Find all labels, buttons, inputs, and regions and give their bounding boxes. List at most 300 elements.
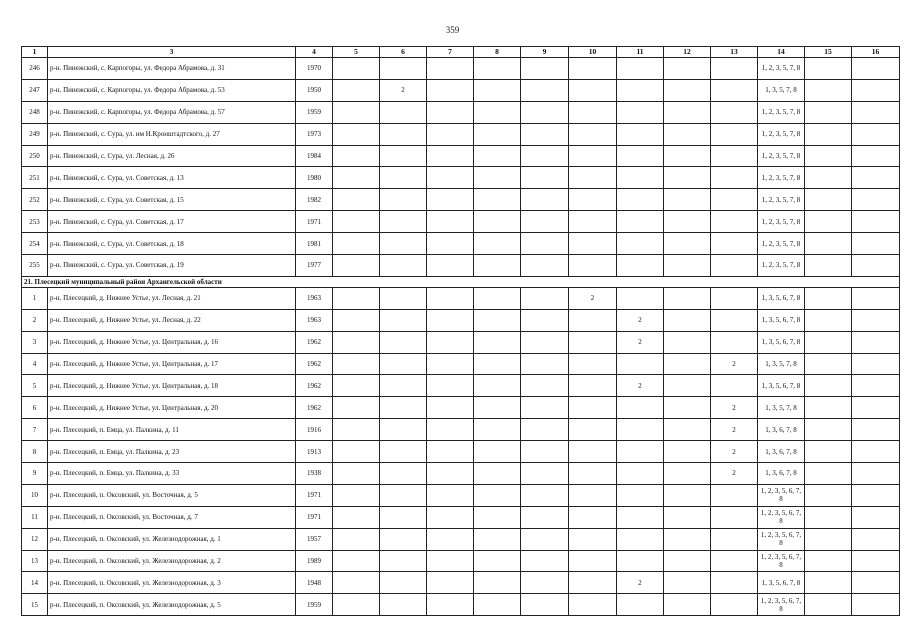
table-row <box>22 211 900 233</box>
value-cell-c7 <box>427 123 474 145</box>
value-cell-c7 <box>427 528 474 550</box>
column-header: 16 <box>852 47 900 58</box>
value-cell-c13 <box>711 145 758 167</box>
value-cell-c10 <box>569 441 617 463</box>
value-cell-c10 <box>569 419 617 441</box>
value-cell-c14: 1, 2, 3, 5, 7, 8 <box>758 58 805 80</box>
value-cell-c13 <box>711 594 758 616</box>
value-cell-c5 <box>333 375 380 397</box>
value-cell-c8 <box>474 331 521 353</box>
value-cell-c10 <box>569 123 617 145</box>
table-row <box>22 287 900 309</box>
value-cell-c16 <box>852 287 900 309</box>
value-cell-c16 <box>852 506 900 528</box>
value-cell-c13 <box>711 572 758 594</box>
address-cell: р-н. Плесецкий, п. Оксовский, ул. Восточная, д. 5 <box>48 484 296 506</box>
value-cell-c8 <box>474 419 521 441</box>
value-cell-c12 <box>664 441 711 463</box>
value-cell-c9 <box>521 167 569 189</box>
value-cell-c9 <box>521 572 569 594</box>
value-cell-c7 <box>427 441 474 463</box>
value-cell-c5 <box>333 506 380 528</box>
table-row <box>22 397 900 419</box>
column-header: 13 <box>711 47 758 58</box>
year-cell: 1913 <box>296 441 333 463</box>
value-cell-c14: 1, 3, 5, 6, 7, 8 <box>758 375 805 397</box>
value-cell-c13 <box>711 375 758 397</box>
value-cell-c15 <box>805 463 852 485</box>
row-number-cell: 3 <box>22 331 48 353</box>
value-cell-c6 <box>380 287 427 309</box>
value-cell-c16 <box>852 101 900 123</box>
value-cell-c16 <box>852 375 900 397</box>
value-cell-c11 <box>617 145 664 167</box>
value-cell-c13 <box>711 167 758 189</box>
value-cell-c13 <box>711 528 758 550</box>
value-cell-c13 <box>711 255 758 277</box>
row-number-cell: 9 <box>22 463 48 485</box>
value-cell-c5 <box>333 167 380 189</box>
table-header-row <box>22 47 900 58</box>
value-cell-c9 <box>521 189 569 211</box>
row-number-cell: 5 <box>22 375 48 397</box>
value-cell-c6 <box>380 572 427 594</box>
value-cell-c7 <box>427 101 474 123</box>
value-cell-c10 <box>569 572 617 594</box>
table-row <box>22 572 900 594</box>
value-cell-c9 <box>521 331 569 353</box>
value-cell-c8 <box>474 101 521 123</box>
address-cell: р-н. Пинежский, с. Сура, ул. Лесная, д. 26 <box>48 145 296 167</box>
value-cell-c6 <box>380 189 427 211</box>
value-cell-c15 <box>805 484 852 506</box>
value-cell-c5 <box>333 353 380 375</box>
row-number-cell: 247 <box>22 79 48 101</box>
value-cell-c13 <box>711 233 758 255</box>
column-header: 9 <box>521 47 569 58</box>
year-cell: 1963 <box>296 309 333 331</box>
value-cell-c10 <box>569 528 617 550</box>
value-cell-c14: 1, 3, 5, 7, 8 <box>758 79 805 101</box>
value-cell-c14: 1, 2, 3, 5, 7, 8 <box>758 189 805 211</box>
row-number-cell: 2 <box>22 309 48 331</box>
value-cell-c11 <box>617 211 664 233</box>
value-cell-c9 <box>521 594 569 616</box>
value-cell-c9 <box>521 528 569 550</box>
address-cell: р-н. Пинежский, с. Сура, ул. Советская, д. 19 <box>48 255 296 277</box>
table-row <box>22 594 900 616</box>
value-cell-c6 <box>380 123 427 145</box>
value-cell-c10 <box>569 594 617 616</box>
value-cell-c14: 1, 2, 3, 5, 6, 7, 8 <box>758 506 805 528</box>
value-cell-c9 <box>521 550 569 572</box>
value-cell-c10 <box>569 101 617 123</box>
value-cell-c16 <box>852 397 900 419</box>
value-cell-c5 <box>333 287 380 309</box>
value-cell-c16 <box>852 528 900 550</box>
value-cell-c6 <box>380 375 427 397</box>
value-cell-c13: 2 <box>711 441 758 463</box>
value-cell-c8 <box>474 353 521 375</box>
table-row <box>22 375 900 397</box>
address-cell: р-н. Плесецкий, п. Оксовский, ул. Восточная, д. 7 <box>48 506 296 528</box>
value-cell-c8 <box>474 441 521 463</box>
table-row <box>22 309 900 331</box>
value-cell-c15 <box>805 441 852 463</box>
value-cell-c8 <box>474 167 521 189</box>
value-cell-c6 <box>380 309 427 331</box>
value-cell-c5 <box>333 211 380 233</box>
value-cell-c8 <box>474 463 521 485</box>
value-cell-c11 <box>617 353 664 375</box>
section-title: 21. Плесецкий муниципальный район Архангельской области <box>22 276 900 287</box>
table-row <box>22 167 900 189</box>
value-cell-c8 <box>474 397 521 419</box>
value-cell-c16 <box>852 463 900 485</box>
value-cell-c14: 1, 3, 5, 6, 7, 8 <box>758 309 805 331</box>
table-row <box>22 189 900 211</box>
table-row <box>22 233 900 255</box>
value-cell-c12 <box>664 419 711 441</box>
value-cell-c10 <box>569 79 617 101</box>
value-cell-c5 <box>333 189 380 211</box>
table-row <box>22 145 900 167</box>
value-cell-c14: 1, 2, 3, 5, 7, 8 <box>758 211 805 233</box>
year-cell: 1984 <box>296 145 333 167</box>
value-cell-c16 <box>852 189 900 211</box>
column-header: 10 <box>569 47 617 58</box>
value-cell-c12 <box>664 255 711 277</box>
value-cell-c14: 1, 3, 5, 6, 7, 8 <box>758 331 805 353</box>
value-cell-c12 <box>664 331 711 353</box>
value-cell-c16 <box>852 484 900 506</box>
buildings-table <box>21 46 900 616</box>
column-header: 6 <box>380 47 427 58</box>
value-cell-c10: 2 <box>569 287 617 309</box>
row-number-cell: 6 <box>22 397 48 419</box>
address-cell: р-н. Плесецкий, п. Оксовский, ул. Железнодорожная, д. 5 <box>48 594 296 616</box>
row-number-cell: 249 <box>22 123 48 145</box>
value-cell-c7 <box>427 397 474 419</box>
address-cell: р-н. Плесецкий, п. Емца, ул. Палкина, д. 23 <box>48 441 296 463</box>
value-cell-c6 <box>380 397 427 419</box>
value-cell-c13 <box>711 309 758 331</box>
value-cell-c10 <box>569 463 617 485</box>
value-cell-c5 <box>333 572 380 594</box>
value-cell-c12 <box>664 397 711 419</box>
value-cell-c10 <box>569 375 617 397</box>
value-cell-c6 <box>380 506 427 528</box>
value-cell-c9 <box>521 419 569 441</box>
year-cell: 1989 <box>296 550 333 572</box>
value-cell-c7 <box>427 58 474 80</box>
value-cell-c12 <box>664 167 711 189</box>
row-number-cell: 253 <box>22 211 48 233</box>
value-cell-c6 <box>380 528 427 550</box>
row-number-cell: 4 <box>22 353 48 375</box>
value-cell-c5 <box>333 255 380 277</box>
value-cell-c12 <box>664 506 711 528</box>
value-cell-c13 <box>711 123 758 145</box>
value-cell-c6 <box>380 255 427 277</box>
table-row <box>22 419 900 441</box>
value-cell-c6 <box>380 331 427 353</box>
address-cell: р-н. Плесецкий, п. Оксовский, ул. Железнодорожная, д. 1 <box>48 528 296 550</box>
value-cell-c8 <box>474 484 521 506</box>
value-cell-c12 <box>664 123 711 145</box>
address-cell: р-н. Пинежский, с. Сура, ул. им Н.Кронштадтского, д. 27 <box>48 123 296 145</box>
value-cell-c14: 1, 3, 5, 6, 7, 8 <box>758 287 805 309</box>
value-cell-c11 <box>617 550 664 572</box>
value-cell-c8 <box>474 375 521 397</box>
address-cell: р-н. Пинежский, с. Сура, ул. Советская, д. 15 <box>48 189 296 211</box>
value-cell-c13 <box>711 58 758 80</box>
value-cell-c10 <box>569 309 617 331</box>
value-cell-c8 <box>474 309 521 331</box>
address-cell: р-н. Пинежский, с. Карпогоры, ул. Федора Абрамова, д. 57 <box>48 101 296 123</box>
value-cell-c8 <box>474 58 521 80</box>
value-cell-c8 <box>474 255 521 277</box>
value-cell-c14: 1, 2, 3, 5, 6, 7, 8 <box>758 484 805 506</box>
value-cell-c16 <box>852 550 900 572</box>
value-cell-c11 <box>617 463 664 485</box>
row-number-cell: 14 <box>22 572 48 594</box>
row-number-cell: 15 <box>22 594 48 616</box>
address-cell: р-н. Плесецкий, п. Оксовский, ул. Железнодорожная, д. 2 <box>48 550 296 572</box>
row-number-cell: 254 <box>22 233 48 255</box>
value-cell-c15 <box>805 287 852 309</box>
value-cell-c14: 1, 2, 3, 5, 6, 7, 8 <box>758 550 805 572</box>
value-cell-c5 <box>333 594 380 616</box>
address-cell: р-н. Плесецкий, д. Нижнее Устье, ул. Центральная, д. 17 <box>48 353 296 375</box>
column-header: 12 <box>664 47 711 58</box>
value-cell-c13 <box>711 484 758 506</box>
address-cell: р-н. Пинежский, с. Карпогоры, ул. Федора Абрамова, д. 53 <box>48 79 296 101</box>
value-cell-c6 <box>380 419 427 441</box>
value-cell-c5 <box>333 79 380 101</box>
value-cell-c7 <box>427 287 474 309</box>
value-cell-c6 <box>380 145 427 167</box>
value-cell-c16 <box>852 79 900 101</box>
row-number-cell: 246 <box>22 58 48 80</box>
value-cell-c13 <box>711 331 758 353</box>
row-number-cell: 1 <box>22 287 48 309</box>
value-cell-c12 <box>664 309 711 331</box>
value-cell-c13 <box>711 211 758 233</box>
value-cell-c10 <box>569 506 617 528</box>
value-cell-c5 <box>333 58 380 80</box>
value-cell-c13 <box>711 506 758 528</box>
column-header: 7 <box>427 47 474 58</box>
value-cell-c7 <box>427 550 474 572</box>
value-cell-c5 <box>333 145 380 167</box>
value-cell-c9 <box>521 441 569 463</box>
value-cell-c7 <box>427 331 474 353</box>
value-cell-c10 <box>569 189 617 211</box>
value-cell-c12 <box>664 353 711 375</box>
address-cell: р-н. Пинежский, с. Карпогоры, ул. Федора Абрамова, д. 31 <box>48 58 296 80</box>
value-cell-c11 <box>617 484 664 506</box>
value-cell-c9 <box>521 211 569 233</box>
value-cell-c14: 1, 2, 3, 5, 7, 8 <box>758 123 805 145</box>
year-cell: 1962 <box>296 331 333 353</box>
value-cell-c13 <box>711 79 758 101</box>
year-cell: 1982 <box>296 189 333 211</box>
value-cell-c12 <box>664 58 711 80</box>
value-cell-c5 <box>333 233 380 255</box>
table-row <box>22 58 900 80</box>
value-cell-c7 <box>427 189 474 211</box>
column-header: 1 <box>22 47 48 58</box>
value-cell-c7 <box>427 572 474 594</box>
value-cell-c12 <box>664 189 711 211</box>
value-cell-c11 <box>617 79 664 101</box>
value-cell-c9 <box>521 397 569 419</box>
value-cell-c11: 2 <box>617 309 664 331</box>
value-cell-c15 <box>805 419 852 441</box>
value-cell-c13: 2 <box>711 419 758 441</box>
value-cell-c11 <box>617 594 664 616</box>
value-cell-c12 <box>664 463 711 485</box>
value-cell-c8 <box>474 211 521 233</box>
value-cell-c8 <box>474 528 521 550</box>
value-cell-c10 <box>569 550 617 572</box>
value-cell-c5 <box>333 309 380 331</box>
value-cell-c14: 1, 2, 3, 5, 6, 7, 8 <box>758 594 805 616</box>
row-number-cell: 12 <box>22 528 48 550</box>
value-cell-c15 <box>805 233 852 255</box>
value-cell-c7 <box>427 353 474 375</box>
year-cell: 1959 <box>296 594 333 616</box>
value-cell-c9 <box>521 484 569 506</box>
year-cell: 1971 <box>296 211 333 233</box>
address-cell: р-н. Плесецкий, д. Нижнее Устье, ул. Центральная, д. 18 <box>48 375 296 397</box>
value-cell-c10 <box>569 145 617 167</box>
value-cell-c11 <box>617 58 664 80</box>
value-cell-c15 <box>805 145 852 167</box>
value-cell-c11 <box>617 255 664 277</box>
year-cell: 1962 <box>296 397 333 419</box>
value-cell-c15 <box>805 101 852 123</box>
value-cell-c15 <box>805 572 852 594</box>
value-cell-c14: 1, 3, 5, 7, 8 <box>758 397 805 419</box>
value-cell-c16 <box>852 441 900 463</box>
value-cell-c15 <box>805 506 852 528</box>
row-number-cell: 7 <box>22 419 48 441</box>
value-cell-c6 <box>380 463 427 485</box>
value-cell-c6 <box>380 441 427 463</box>
value-cell-c7 <box>427 594 474 616</box>
value-cell-c12 <box>664 211 711 233</box>
table-row <box>22 331 900 353</box>
table-row <box>22 79 900 101</box>
value-cell-c10 <box>569 353 617 375</box>
column-header: 11 <box>617 47 664 58</box>
value-cell-c9 <box>521 58 569 80</box>
value-cell-c13: 2 <box>711 463 758 485</box>
address-cell: р-н. Плесецкий, д. Нижнее Устье, ул. Центральная, д. 20 <box>48 397 296 419</box>
table-row <box>22 255 900 277</box>
value-cell-c9 <box>521 353 569 375</box>
column-header: 15 <box>805 47 852 58</box>
value-cell-c11 <box>617 528 664 550</box>
value-cell-c15 <box>805 309 852 331</box>
value-cell-c9 <box>521 123 569 145</box>
value-cell-c11 <box>617 419 664 441</box>
value-cell-c15 <box>805 189 852 211</box>
value-cell-c15 <box>805 211 852 233</box>
value-cell-c14: 1, 2, 3, 5, 7, 8 <box>758 101 805 123</box>
value-cell-c10 <box>569 331 617 353</box>
value-cell-c11 <box>617 287 664 309</box>
value-cell-c11: 2 <box>617 375 664 397</box>
value-cell-c15 <box>805 528 852 550</box>
value-cell-c7 <box>427 145 474 167</box>
value-cell-c7 <box>427 79 474 101</box>
table-row <box>22 484 900 506</box>
value-cell-c15 <box>805 58 852 80</box>
table-row <box>22 441 900 463</box>
value-cell-c9 <box>521 463 569 485</box>
value-cell-c8 <box>474 189 521 211</box>
address-cell: р-н. Плесецкий, д. Нижнее Устье, ул. Лесная, д. 21 <box>48 287 296 309</box>
value-cell-c9 <box>521 287 569 309</box>
value-cell-c7 <box>427 463 474 485</box>
value-cell-c5 <box>333 463 380 485</box>
value-cell-c6: 2 <box>380 79 427 101</box>
address-cell: р-н. Пинежский, с. Сура, ул. Советская, д. 17 <box>48 211 296 233</box>
value-cell-c11: 2 <box>617 331 664 353</box>
page-number: 359 <box>445 25 460 35</box>
table-row <box>22 463 900 485</box>
value-cell-c10 <box>569 211 617 233</box>
value-cell-c15 <box>805 331 852 353</box>
value-cell-c13 <box>711 287 758 309</box>
value-cell-c16 <box>852 233 900 255</box>
value-cell-c12 <box>664 287 711 309</box>
value-cell-c15 <box>805 375 852 397</box>
value-cell-c12 <box>664 484 711 506</box>
table-row <box>22 528 900 550</box>
year-cell: 1971 <box>296 506 333 528</box>
column-header: 5 <box>333 47 380 58</box>
value-cell-c16 <box>852 594 900 616</box>
value-cell-c9 <box>521 506 569 528</box>
value-cell-c14: 1, 2, 3, 5, 7, 8 <box>758 167 805 189</box>
year-cell: 1970 <box>296 58 333 80</box>
value-cell-c7 <box>427 506 474 528</box>
value-cell-c6 <box>380 233 427 255</box>
address-cell: р-н. Плесецкий, д. Нижнее Устье, ул. Лесная, д. 22 <box>48 309 296 331</box>
value-cell-c11 <box>617 506 664 528</box>
value-cell-c10 <box>569 167 617 189</box>
table-row <box>22 550 900 572</box>
value-cell-c9 <box>521 101 569 123</box>
value-cell-c13 <box>711 550 758 572</box>
value-cell-c12 <box>664 528 711 550</box>
value-cell-c7 <box>427 309 474 331</box>
value-cell-c15 <box>805 255 852 277</box>
value-cell-c14: 1, 2, 3, 5, 7, 8 <box>758 255 805 277</box>
value-cell-c15 <box>805 79 852 101</box>
year-cell: 1981 <box>296 233 333 255</box>
value-cell-c9 <box>521 233 569 255</box>
value-cell-c5 <box>333 484 380 506</box>
year-cell: 1977 <box>296 255 333 277</box>
address-cell: р-н. Плесецкий, п. Оксовский, ул. Железнодорожная, д. 3 <box>48 572 296 594</box>
value-cell-c7 <box>427 167 474 189</box>
column-header: 4 <box>296 47 333 58</box>
